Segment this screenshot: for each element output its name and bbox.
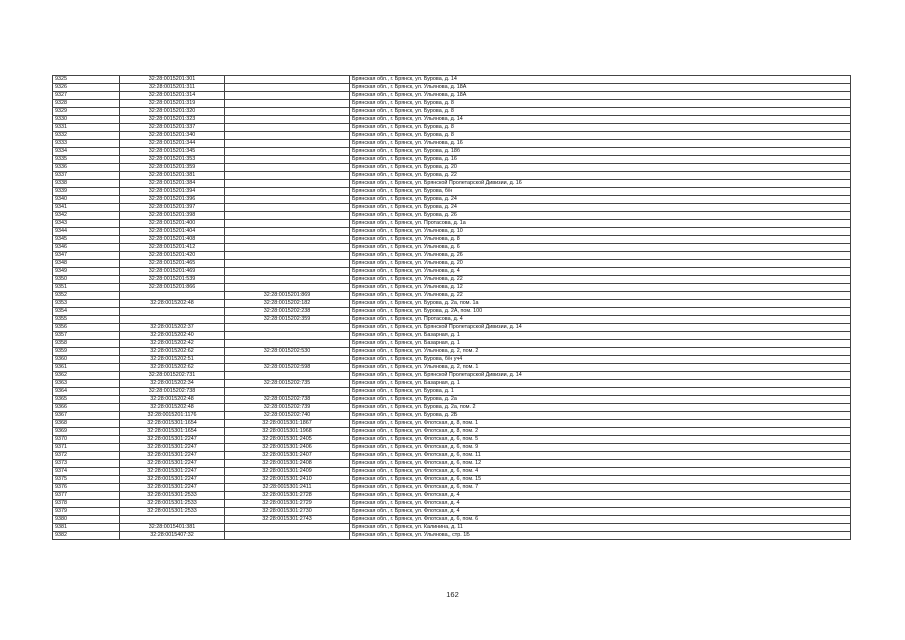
land-cadastral-number-cell: 32:28:0015201:420 [120,252,225,260]
address-cell: Брянская обл., г. Брянск, ул. Ульянова, д. 12 [350,284,851,292]
object-cadastral-number-cell: 32:28:0015202:735 [225,380,350,388]
table-row [53,308,851,316]
object-cadastral-number-cell [225,132,350,140]
object-cadastral-number-cell [225,156,350,164]
land-cadastral-number-cell: 32:28:0015201:866 [120,284,225,292]
object-cadastral-number-cell: 32:28:0015202:739 [225,404,350,412]
table-row [53,284,851,292]
land-cadastral-number-cell: 32:28:0015201:345 [120,148,225,156]
object-cadastral-number-cell: 32:28:0015202:530 [225,348,350,356]
table-row [53,508,851,516]
address-cell: Брянская обл., г. Брянск, ул. Бурова, д. 20 [350,164,851,172]
row-number-cell: 9337 [53,172,120,180]
row-number-cell: 9336 [53,164,120,172]
object-cadastral-number-cell: 32:28:0015301:2408 [225,460,350,468]
row-number-cell: 9363 [53,380,120,388]
land-cadastral-number-cell: 32:28:0015201:397 [120,204,225,212]
land-cadastral-number-cell: 32:28:0015301:2247 [120,484,225,492]
row-number-cell: 9359 [53,348,120,356]
table-row [53,364,851,372]
land-cadastral-number-cell: 32:28:0015201:344 [120,140,225,148]
land-cadastral-number-cell: 32:28:0015201:469 [120,268,225,276]
table-row [53,316,851,324]
address-cell: Брянская обл., г. Брянск, ул. Флотская, д. 4 [350,500,851,508]
row-number-cell: 9376 [53,484,120,492]
address-cell: Брянская обл., г. Брянск, ул. Ульянова, д. 14 [350,116,851,124]
table-row [53,348,851,356]
object-cadastral-number-cell [225,220,350,228]
address-cell: Брянская обл., г. Брянск, ул. Флотская, д. 6, пом. 4 [350,468,851,476]
table-row [53,452,851,460]
table-row [53,260,851,268]
address-cell: Брянская обл., г. Брянск, ул. Ульянова, д. 6 [350,244,851,252]
land-cadastral-number-cell: 32:28:0015201:465 [120,260,225,268]
table-row [53,252,851,260]
table-row [53,500,851,508]
table-row [53,292,851,300]
address-cell: Брянская обл., г. Брянск, ул. Флотская, д. 6, пом. 7 [350,484,851,492]
table-row [53,524,851,532]
object-cadastral-number-cell [225,260,350,268]
object-cadastral-number-cell [225,204,350,212]
object-cadastral-number-cell: 32:28:0015202:738 [225,396,350,404]
row-number-cell: 9365 [53,396,120,404]
row-number-cell: 9343 [53,220,120,228]
table-row [53,276,851,284]
object-cadastral-number-cell: 32:28:0015301:2410 [225,476,350,484]
row-number-cell: 9332 [53,132,120,140]
object-cadastral-number-cell [225,172,350,180]
row-number-cell: 9362 [53,372,120,380]
row-number-cell: 9341 [53,204,120,212]
address-cell: Брянская обл., г. Брянск, ул. Бурова, д. 1 [350,388,851,396]
object-cadastral-number-cell: 32:28:0015202:238 [225,308,350,316]
table-row [53,396,851,404]
address-cell: Брянская обл., г. Брянск, ул. Флотская, д. 4 [350,508,851,516]
object-cadastral-number-cell: 32:28:0015301:2407 [225,452,350,460]
table-row [53,532,851,540]
table-row [53,84,851,92]
table-row [53,372,851,380]
land-cadastral-number-cell: 32:28:0015301:2247 [120,476,225,484]
address-cell: Брянская обл., г. Брянск, ул. Бурова, д. 22 [350,172,851,180]
address-cell: Брянская обл., г. Брянск, ул. Бурова, д. 24 [350,204,851,212]
table-row [53,340,851,348]
object-cadastral-number-cell: 32:28:0015301:2409 [225,468,350,476]
address-cell: Брянская обл., г. Брянск, ул. Флотская, д. 6, пом. 15 [350,476,851,484]
address-cell: Брянская обл., г. Брянск, ул. Флотская, д. 8, пом. 2 [350,428,851,436]
address-cell: Брянская обл., г. Брянск, ул. Флотская, д. 6, пом. 5 [350,436,851,444]
table-row [53,420,851,428]
address-cell: Брянская обл., г. Брянск, ул. Ульянова, д. 18А [350,92,851,100]
table-row [53,236,851,244]
object-cadastral-number-cell: 32:28:0015301:1968 [225,428,350,436]
land-cadastral-number-cell: 32:28:0015202:48 [120,396,225,404]
land-cadastral-number-cell: 32:28:0015202:62 [120,364,225,372]
object-cadastral-number-cell: 32:28:0015202:740 [225,412,350,420]
land-cadastral-number-cell: 32:28:0015301:1654 [120,420,225,428]
address-cell: Брянская обл., г. Брянск, ул. Брянской Пролетарской Дивизии, д. 14 [350,324,851,332]
table-row [53,412,851,420]
address-cell: Брянская обл., г. Брянск, ул. Флотская, д. 6, пом. 9 [350,444,851,452]
row-number-cell: 9380 [53,516,120,524]
table-row [53,204,851,212]
object-cadastral-number-cell: 32:28:0015301:2730 [225,508,350,516]
address-cell: Брянская обл., г. Брянск, ул. Бурова, д. 2А, пом. 100 [350,308,851,316]
address-cell: Брянская обл., г. Брянск, ул. Флотская, д. 4 [350,492,851,500]
land-cadastral-number-cell: 32:28:0015201:408 [120,236,225,244]
land-cadastral-number-cell: 32:28:0015202:731 [120,372,225,380]
land-cadastral-number-cell: 32:28:0015401:381 [120,524,225,532]
table-row [53,132,851,140]
address-cell: Брянская обл., г. Брянск, ул. Базарная, д. 1 [350,340,851,348]
object-cadastral-number-cell [225,268,350,276]
table-row [53,180,851,188]
row-number-cell: 9346 [53,244,120,252]
address-cell: Брянская обл., г. Брянск, ул. Бурова, д. 8 [350,100,851,108]
row-number-cell: 9333 [53,140,120,148]
address-cell: Брянская обл., г. Брянск, ул. Ульянова, д. 8 [350,236,851,244]
table-row [53,100,851,108]
row-number-cell: 9325 [53,76,120,84]
object-cadastral-number-cell: 32:28:0015301:2743 [225,516,350,524]
address-cell: Брянская обл., г. Брянск, ул. Бурова, д. 2Б [350,412,851,420]
object-cadastral-number-cell [225,388,350,396]
land-cadastral-number-cell: 32:28:0015201:314 [120,92,225,100]
table-row [53,164,851,172]
land-cadastral-number-cell: 32:28:0015201:353 [120,156,225,164]
row-number-cell: 9329 [53,108,120,116]
land-cadastral-number-cell: 32:28:0015201:319 [120,100,225,108]
address-cell: Брянская обл., г. Брянск, ул. Бурова, д. 2а, пом. 2 [350,404,851,412]
table-row [53,92,851,100]
row-number-cell: 9374 [53,468,120,476]
address-cell: Брянская обл., г. Брянск, ул. Ульянова, д. 4 [350,268,851,276]
land-cadastral-number-cell: 32:28:0015301:2247 [120,444,225,452]
row-number-cell: 9347 [53,252,120,260]
land-cadastral-number-cell: 32:28:0015201:340 [120,132,225,140]
table-row [53,172,851,180]
row-number-cell: 9355 [53,316,120,324]
address-cell: Брянская обл., г. Брянск, ул. Ульянова, д. 2, пом. 1 [350,364,851,372]
land-cadastral-number-cell: 32:28:0015202:51 [120,356,225,364]
object-cadastral-number-cell: 32:28:0015202:359 [225,316,350,324]
object-cadastral-number-cell [225,332,350,340]
address-cell: Брянская обл., г. Брянск, ул. Флотская, д. 6, пом. 6 [350,516,851,524]
object-cadastral-number-cell [225,76,350,84]
table-row [53,116,851,124]
object-cadastral-number-cell: 32:28:0015201:869 [225,292,350,300]
object-cadastral-number-cell [225,188,350,196]
address-cell: Брянская обл., г. Брянск, ул. Флотская, д. 6, пом. 12 [350,460,851,468]
row-number-cell: 9326 [53,84,120,92]
address-cell: Брянская обл., г. Брянск, ул. Ульянова, д. 22 [350,292,851,300]
row-number-cell: 9339 [53,188,120,196]
land-cadastral-number-cell: 32:28:0015201:412 [120,244,225,252]
table-row [53,108,851,116]
row-number-cell: 9366 [53,404,120,412]
table-row [53,220,851,228]
address-cell: Брянская обл., г. Брянск, ул. Бурова, д. 8 [350,132,851,140]
table-row [53,156,851,164]
land-cadastral-number-cell: 32:28:0015202:37 [120,324,225,332]
address-cell: Брянская обл., г. Брянск, ул. Флотская, д. 8, пом. 1 [350,420,851,428]
page-number: 162 [446,590,459,599]
object-cadastral-number-cell [225,532,350,540]
object-cadastral-number-cell [225,356,350,364]
land-cadastral-number-cell: 32:28:0015202:738 [120,388,225,396]
row-number-cell: 9368 [53,420,120,428]
table-row [53,436,851,444]
object-cadastral-number-cell: 32:28:0015301:1867 [225,420,350,428]
row-number-cell: 9338 [53,180,120,188]
object-cadastral-number-cell [225,324,350,332]
land-cadastral-number-cell: 32:28:0015301:2247 [120,460,225,468]
address-cell: Брянская обл., г. Брянск, ул. Ульянова, д. 18А [350,84,851,92]
land-cadastral-number-cell: 32:28:0015301:2247 [120,436,225,444]
object-cadastral-number-cell [225,228,350,236]
row-number-cell: 9357 [53,332,120,340]
table-row [53,124,851,132]
table-row [53,188,851,196]
object-cadastral-number-cell: 32:28:0015301:2728 [225,492,350,500]
object-cadastral-number-cell [225,148,350,156]
row-number-cell: 9378 [53,500,120,508]
address-cell: Брянская обл., г. Брянск, ул. Бурова, б/н уч4 [350,356,851,364]
object-cadastral-number-cell [225,140,350,148]
address-cell: Брянская обл., г. Брянск, ул. Базарная, д. 1 [350,380,851,388]
row-number-cell: 9328 [53,100,120,108]
table-row [53,516,851,524]
table-row [53,428,851,436]
table-row [53,332,851,340]
object-cadastral-number-cell [225,236,350,244]
address-cell: Брянская обл., г. Брянск, ул. Ульянова,, стр. 1Б [350,532,851,540]
address-cell: Брянская обл., г. Брянск, ул. Брянской Пролетарской Дивизии, д. 16 [350,180,851,188]
row-number-cell: 9349 [53,268,120,276]
land-cadastral-number-cell: 32:28:0015201:404 [120,228,225,236]
object-cadastral-number-cell [225,84,350,92]
address-cell: Брянская обл., г. Брянск, ул. Ульянова, д. 2, пом. 2 [350,348,851,356]
land-cadastral-number-cell: 32:28:0015202:42 [120,340,225,348]
land-cadastral-number-cell: 32:28:0015201:396 [120,196,225,204]
address-cell: Брянская обл., г. Брянск, ул. Бурова, д. 14 [350,76,851,84]
table-row [53,228,851,236]
row-number-cell: 9361 [53,364,120,372]
row-number-cell: 9369 [53,428,120,436]
row-number-cell: 9381 [53,524,120,532]
address-cell: Брянская обл., г. Брянск, ул. Протасова, д. 1а [350,220,851,228]
address-cell: Брянская обл., г. Брянск, ул. Бурова, д. 2а, пом. 1а [350,300,851,308]
address-cell: Брянская обл., г. Брянск, ул. Флотская, д. 6, пом. 11 [350,452,851,460]
table-row [53,196,851,204]
row-number-cell: 9358 [53,340,120,348]
land-cadastral-number-cell: 32:28:0015201:311 [120,84,225,92]
table-row [53,268,851,276]
address-cell: Брянская обл., г. Брянск, ул. Ульянова, д. 16 [350,140,851,148]
table-row [53,492,851,500]
row-number-cell: 9379 [53,508,120,516]
table-row [53,140,851,148]
land-cadastral-number-cell: 32:28:0015301:2533 [120,500,225,508]
row-number-cell: 9327 [53,92,120,100]
row-number-cell: 9330 [53,116,120,124]
row-number-cell: 9372 [53,452,120,460]
row-number-cell: 9375 [53,476,120,484]
object-cadastral-number-cell [225,252,350,260]
address-cell: Брянская обл., г. Брянск, ул. Бурова, д. 26 [350,212,851,220]
land-cadastral-number-cell: 32:28:0015201:381 [120,172,225,180]
table-row [53,324,851,332]
land-cadastral-number-cell: 32:28:0015301:2247 [120,468,225,476]
table-row [53,404,851,412]
land-cadastral-number-cell: 32:28:0015201:323 [120,116,225,124]
table-row [53,460,851,468]
address-cell: Брянская обл., г. Брянск, ул. Бурова, д. 16 [350,156,851,164]
land-cadastral-number-cell: 32:28:0015201:301 [120,76,225,84]
row-number-cell: 9345 [53,236,120,244]
row-number-cell: 9352 [53,292,120,300]
row-number-cell: 9371 [53,444,120,452]
land-cadastral-number-cell [120,308,225,316]
object-cadastral-number-cell: 32:28:0015301:2729 [225,500,350,508]
object-cadastral-number-cell [225,108,350,116]
land-cadastral-number-cell: 32:28:0015202:62 [120,348,225,356]
table-row [53,300,851,308]
object-cadastral-number-cell: 32:28:0015301:2406 [225,444,350,452]
land-cadastral-number-cell: 32:28:0015201:384 [120,180,225,188]
land-cadastral-number-cell: 32:28:0015201:337 [120,124,225,132]
row-number-cell: 9364 [53,388,120,396]
address-cell: Брянская обл., г. Брянск, ул. Бурова, д. 8 [350,108,851,116]
address-cell: Брянская обл., г. Брянск, ул. Ульянова, д. 22 [350,276,851,284]
row-number-cell: 9350 [53,276,120,284]
row-number-cell: 9351 [53,284,120,292]
land-cadastral-number-cell: 32:28:0015202:40 [120,332,225,340]
object-cadastral-number-cell [225,372,350,380]
table-body [53,76,851,540]
table-row [53,356,851,364]
land-cadastral-number-cell [120,516,225,524]
row-number-cell: 9354 [53,308,120,316]
object-cadastral-number-cell: 32:28:0015301:2411 [225,484,350,492]
object-cadastral-number-cell: 32:28:0015202:598 [225,364,350,372]
land-cadastral-number-cell: 32:28:0015202:48 [120,300,225,308]
table-row [53,468,851,476]
row-number-cell: 9342 [53,212,120,220]
land-cadastral-number-cell: 32:28:0015301:2533 [120,492,225,500]
row-number-cell: 9348 [53,260,120,268]
object-cadastral-number-cell: 32:28:0015301:2405 [225,436,350,444]
row-number-cell: 9382 [53,532,120,540]
address-cell: Брянская обл., г. Брянск, ул. Ульянова, д. 26 [350,252,851,260]
address-cell: Брянская обл., г. Брянск, ул. Калинина, д. 11 [350,524,851,532]
row-number-cell: 9334 [53,148,120,156]
property-registry-table [52,75,851,540]
land-cadastral-number-cell: 32:28:0015201:359 [120,164,225,172]
land-cadastral-number-cell: 32:28:0015201:539 [120,276,225,284]
land-cadastral-number-cell [120,292,225,300]
land-cadastral-number-cell: 32:28:0015301:2533 [120,508,225,516]
object-cadastral-number-cell [225,116,350,124]
table-row [53,388,851,396]
row-number-cell: 9367 [53,412,120,420]
land-cadastral-number-cell [120,316,225,324]
object-cadastral-number-cell [225,212,350,220]
land-cadastral-number-cell: 32:28:0015201:320 [120,108,225,116]
land-cadastral-number-cell: 32:28:0015201:398 [120,212,225,220]
object-cadastral-number-cell [225,100,350,108]
row-number-cell: 9377 [53,492,120,500]
row-number-cell: 9373 [53,460,120,468]
row-number-cell: 9340 [53,196,120,204]
object-cadastral-number-cell [225,164,350,172]
row-number-cell: 9356 [53,324,120,332]
object-cadastral-number-cell [225,276,350,284]
row-number-cell: 9353 [53,300,120,308]
row-number-cell: 9331 [53,124,120,132]
address-cell: Брянская обл., г. Брянск, ул. Ульянова, д. 10 [350,228,851,236]
table-row [53,212,851,220]
land-cadastral-number-cell: 32:28:0015301:2247 [120,452,225,460]
address-cell: Брянская обл., г. Брянск, ул. Бурова, д. 24 [350,196,851,204]
address-cell: Брянская обл., г. Брянск, ул. Бурова, д. 18б [350,148,851,156]
address-cell: Брянская обл., г. Брянск, ул. Брянской Пролетарской Дивизии, д. 14 [350,372,851,380]
address-cell: Брянская обл., г. Брянск, ул. Бурова, д. 2а [350,396,851,404]
object-cadastral-number-cell: 32:28:0015202:182 [225,300,350,308]
table-row [53,380,851,388]
table-row [53,76,851,84]
land-cadastral-number-cell: 32:28:0015202:48 [120,404,225,412]
land-cadastral-number-cell: 32:28:0015407:32 [120,532,225,540]
land-cadastral-number-cell: 32:28:0015201:394 [120,188,225,196]
table-row [53,476,851,484]
address-cell: Брянская обл., г. Брянск, ул. Базарная, д. 1 [350,332,851,340]
table-row [53,148,851,156]
table-row [53,244,851,252]
row-number-cell: 9360 [53,356,120,364]
address-cell: Брянская обл., г. Брянск, ул. Бурова, б/н [350,188,851,196]
land-cadastral-number-cell: 32:28:0015201:400 [120,220,225,228]
object-cadastral-number-cell [225,92,350,100]
object-cadastral-number-cell [225,124,350,132]
land-cadastral-number-cell: 32:28:0015301:1654 [120,428,225,436]
land-cadastral-number-cell: 32:28:0015201:1176 [120,412,225,420]
row-number-cell: 9370 [53,436,120,444]
address-cell: Брянская обл., г. Брянск, ул. Ульянова, д. 20 [350,260,851,268]
land-cadastral-number-cell: 32:28:0015202:34 [120,380,225,388]
object-cadastral-number-cell [225,524,350,532]
row-number-cell: 9335 [53,156,120,164]
object-cadastral-number-cell [225,284,350,292]
object-cadastral-number-cell [225,180,350,188]
table-row [53,444,851,452]
object-cadastral-number-cell [225,340,350,348]
address-cell: Брянская обл., г. Брянск, ул. Протасова, д. 4 [350,316,851,324]
object-cadastral-number-cell [225,244,350,252]
address-cell: Брянская обл., г. Брянск, ул. Бурова, д. 8 [350,124,851,132]
object-cadastral-number-cell [225,196,350,204]
table-row [53,484,851,492]
row-number-cell: 9344 [53,228,120,236]
